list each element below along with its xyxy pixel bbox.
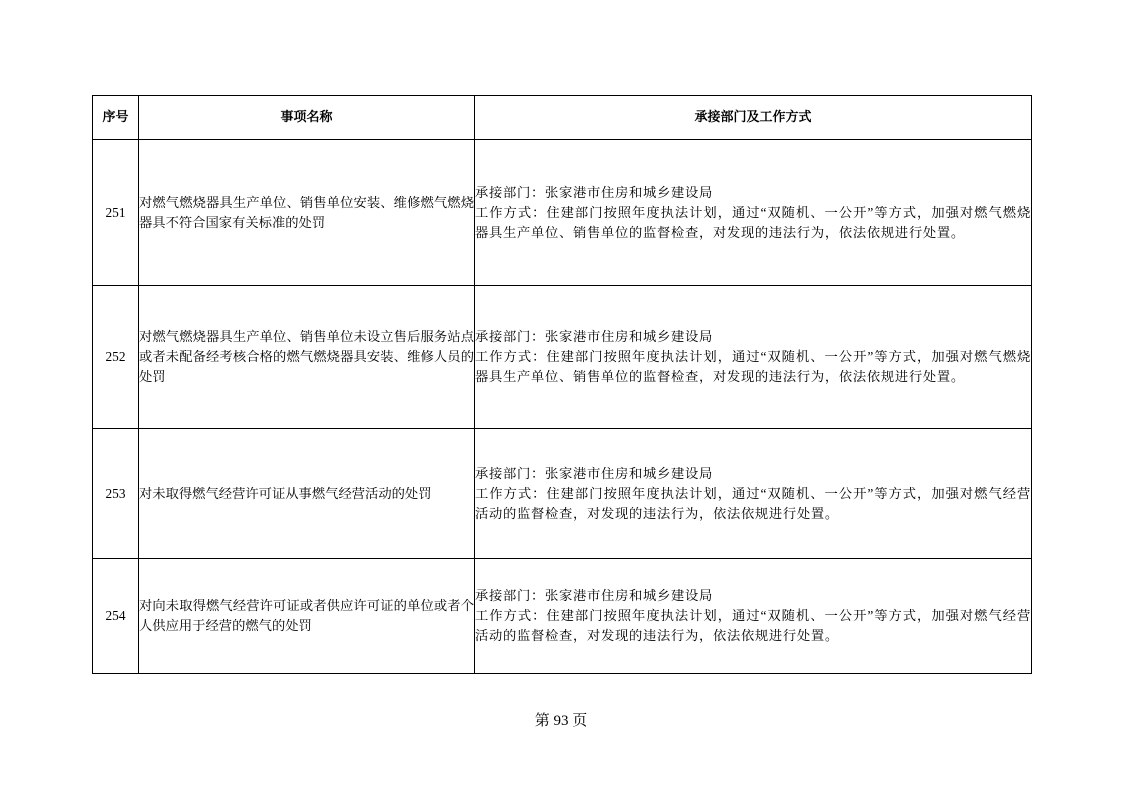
row-dept: 承接部门：张家港市住房和城乡建设局 — [475, 184, 713, 200]
table-header-row — [93, 96, 1032, 140]
row-method: 工作方式：住建部门按照年度执法计划，通过“双随机、一公开”等方式，加强对燃气燃烧器具生产单位、销售单位的监督检查，对发现的违法行为，依法依规进行处置。 — [475, 349, 1031, 384]
row-seq: 253 — [93, 429, 139, 559]
row-method: 工作方式：住建部门按照年度执法计划，通过“双随机、一公开”等方式，加强对燃气燃烧器具生产单位、销售单位的监督检查，对发现的违法行为，依法依规进行处置。 — [475, 204, 1031, 240]
row-seq: 251 — [93, 140, 139, 286]
matters-table — [92, 95, 1032, 674]
row-matter-name: 对燃气燃烧器具生产单位、销售单位安装、维修燃气燃烧器具不符合国家有关标准的处罚 — [139, 140, 475, 286]
header-seq: 序号 — [93, 96, 139, 140]
row-matter-name: 对未取得燃气经营许可证从事燃气经营活动的处罚 — [139, 429, 475, 559]
row-matter-name: 对燃气燃烧器具生产单位、销售单位未设立售后服务站点或者未配备经考核合格的燃气燃烧器具安装、维修人员的处罚 — [139, 286, 475, 429]
row-seq: 252 — [93, 286, 139, 429]
row-dept-method — [475, 286, 1032, 429]
page-number: 第 93 页 — [534, 713, 588, 729]
row-dept-method — [475, 140, 1032, 286]
row-dept: 承接部门：张家港市住房和城乡建设局 — [475, 465, 713, 481]
table-row — [93, 559, 1032, 674]
table-row — [93, 140, 1032, 286]
row-dept-method — [475, 429, 1032, 559]
table-row — [93, 429, 1032, 559]
header-dept-method: 承接部门及工作方式 — [475, 96, 1032, 140]
row-method: 工作方式：住建部门按照年度执法计划，通过“双随机、一公开”等方式，加强对燃气经营活动的监督检查，对发现的违法行为，依法依规进行处置。 — [475, 485, 1031, 521]
row-matter-name: 对向未取得燃气经营许可证或者供应许可证的单位或者个人供应用于经营的燃气的处罚 — [139, 559, 475, 674]
header-name: 事项名称 — [139, 96, 475, 140]
row-dept: 承接部门：张家港市住房和城乡建设局 — [475, 329, 713, 344]
row-dept-method — [475, 559, 1032, 674]
row-dept: 承接部门：张家港市住房和城乡建设局 — [475, 588, 713, 603]
table-row — [93, 286, 1032, 429]
row-method: 工作方式：住建部门按照年度执法计划，通过“双随机、一公开”等方式，加强对燃气经营活动的监督检查，对发现的违法行为，依法依规进行处置。 — [475, 608, 1031, 643]
row-seq: 254 — [93, 559, 139, 674]
